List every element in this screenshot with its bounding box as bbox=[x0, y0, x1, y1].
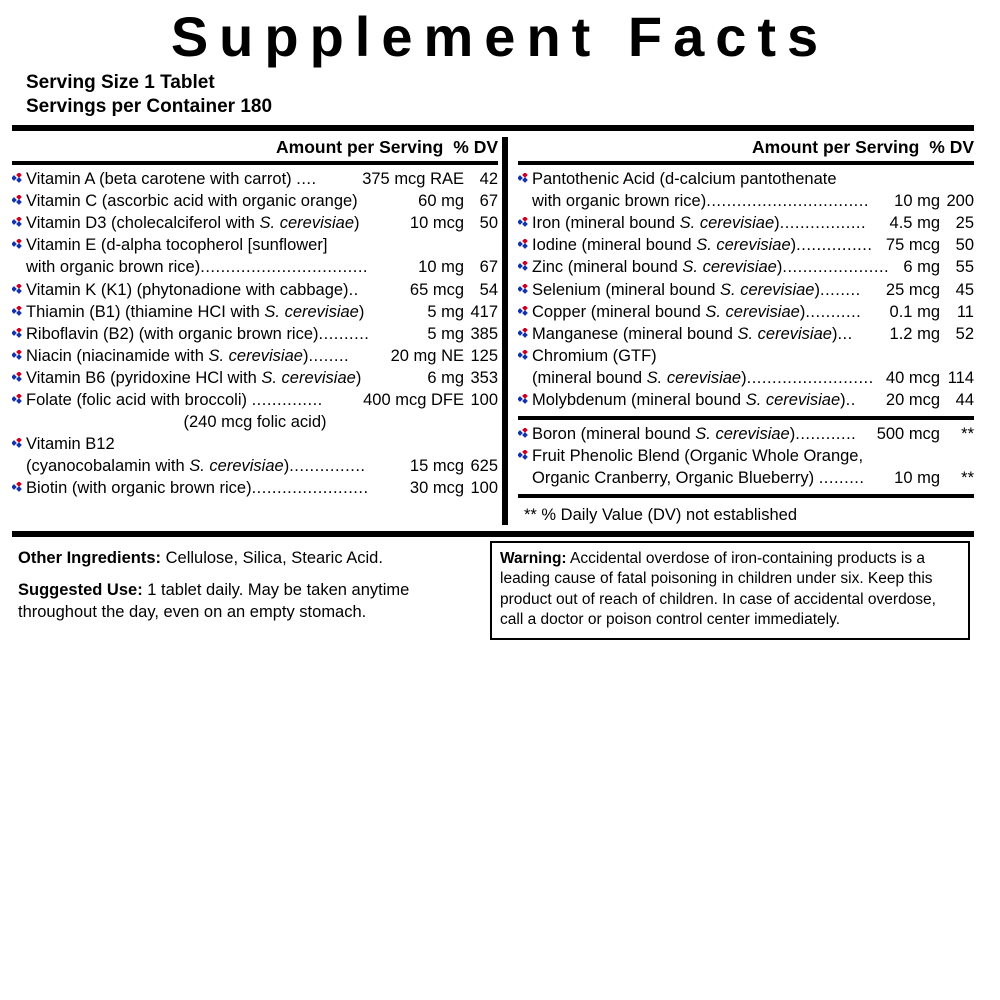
other-ingredients bbox=[18, 547, 474, 569]
nutrient-name: Manganese (mineral bound S. cerevisiae)... bbox=[532, 324, 853, 343]
dv-footnote: ** % Daily Value (DV) not established bbox=[524, 505, 797, 524]
nutrient-continuation bbox=[12, 256, 498, 278]
nutrient-amount: 500 mcg bbox=[876, 424, 940, 443]
nutrient-amount: 10 mcg bbox=[409, 214, 464, 233]
nutrient-row bbox=[12, 477, 498, 499]
nutrient-amount: 65 mcg bbox=[409, 280, 464, 299]
nutrient-row bbox=[518, 234, 974, 256]
nutrient-amount: 10 mg bbox=[418, 258, 464, 277]
species-name: S. cerevisiae bbox=[682, 258, 777, 277]
leader-dots: ................................. bbox=[200, 258, 369, 277]
nutrient-name: Chromium (GTF) bbox=[532, 346, 657, 365]
species-name: S. cerevisiae bbox=[646, 368, 742, 387]
nutrient-name: Boron (mineral bound S. cerevisiae)............ bbox=[532, 424, 857, 443]
nutrient-row bbox=[518, 212, 974, 234]
warning-text: Accidental overdose of iron-containing products is a leading cause of fatal poisoning in children under six. Keep this product out of reach of children. In case of accidental overdose, call a doctor or poison control center immediately. bbox=[500, 549, 936, 628]
nutrient-name: Selenium (mineral bound S. cerevisiae)........ bbox=[532, 280, 861, 299]
nutrient-name: Vitamin A (beta carotene with carrot) .... bbox=[26, 170, 317, 189]
nutrient-row bbox=[12, 433, 498, 455]
nutrient-dv: 100 bbox=[470, 390, 498, 409]
leader-dots: ............ bbox=[795, 424, 857, 443]
nutrient-dv: 54 bbox=[479, 280, 498, 299]
nutrient-amount: 10 mg bbox=[894, 192, 940, 211]
nutrient-name: Vitamin D3 (cholecalciferol with S. cerevisiae) bbox=[26, 214, 360, 233]
other-ingredients-text: Cellulose, Silica, Stearic Acid. bbox=[161, 548, 383, 567]
right-nutrient-rows-secondary bbox=[518, 420, 974, 489]
column-divider bbox=[502, 137, 508, 524]
nutrient-row bbox=[12, 168, 498, 190]
nutrient-columns bbox=[12, 137, 974, 524]
left-header-dv: % DV bbox=[453, 137, 498, 158]
nutrient-amount: 20 mg NE bbox=[390, 346, 464, 365]
nutrient-name: Pantothenic Acid (d-calcium pantothenate bbox=[532, 170, 837, 189]
diamond-bullet-icon bbox=[518, 173, 531, 185]
ingredients-and-use bbox=[12, 541, 482, 641]
nutrient-row bbox=[12, 234, 498, 256]
right-column bbox=[514, 137, 974, 524]
bottom-section bbox=[12, 541, 974, 641]
nutrient-row bbox=[12, 323, 498, 345]
nutrient-amount: 5 mg bbox=[427, 302, 464, 321]
nutrient-continuation-text: (240 mcg folic acid) bbox=[183, 412, 327, 431]
nutrient-amount: 1.2 mg bbox=[889, 324, 940, 343]
serving-size: Serving Size 1 Tablet bbox=[26, 71, 215, 93]
nutrient-name: Thiamin (B1) (thiamine HCI with S. cerevisiae) bbox=[26, 302, 365, 321]
nutrient-dv: 25 bbox=[955, 214, 974, 233]
leader-dots: ........... bbox=[805, 302, 862, 321]
diamond-bullet-icon bbox=[12, 394, 25, 406]
nutrient-row bbox=[518, 301, 974, 323]
nutrient-name: Vitamin B12 bbox=[26, 434, 115, 453]
nutrient-dv: 42 bbox=[479, 170, 498, 189]
warning-box bbox=[490, 541, 970, 641]
leader-dots: .. bbox=[348, 280, 359, 299]
nutrient-amount: 10 mg bbox=[894, 468, 940, 487]
nutrient-dv: 67 bbox=[479, 258, 498, 277]
nutrient-name: Riboflavin (B2) (with organic brown rice).......... bbox=[26, 324, 370, 343]
other-ingredients-label: Other Ingredients: bbox=[18, 548, 162, 567]
nutrient-amount: 0.1 mg bbox=[889, 302, 940, 321]
diamond-bullet-icon bbox=[518, 217, 531, 229]
leader-dots: ............... bbox=[289, 456, 366, 475]
species-name: S. cerevisiae bbox=[720, 280, 815, 299]
diamond-bullet-icon bbox=[518, 261, 531, 273]
nutrient-name: Biotin (with organic brown rice)....................... bbox=[26, 478, 369, 497]
species-name: S. cerevisiae bbox=[264, 302, 359, 321]
diamond-bullet-icon bbox=[518, 239, 531, 251]
nutrient-dv: 200 bbox=[946, 192, 974, 211]
nutrient-dv: ** bbox=[961, 424, 974, 443]
diamond-bullet-icon bbox=[518, 328, 531, 340]
leader-dots: ................................ bbox=[706, 192, 869, 211]
leader-dots: ........ bbox=[820, 280, 861, 299]
species-name: S. cerevisiae bbox=[679, 214, 775, 233]
nutrient-name: Fruit Phenolic Blend (Organic Whole Orange, bbox=[532, 446, 864, 465]
nutrient-continuation bbox=[12, 411, 498, 433]
nutrient-name: Molybdenum (mineral bound S. cerevisiae).. bbox=[532, 390, 856, 409]
leader-dots: ......................... bbox=[746, 368, 874, 387]
top-divider bbox=[12, 125, 974, 131]
nutrient-name: Iodine (mineral bound S. cerevisiae)............... bbox=[532, 236, 873, 255]
nutrient-dv: 11 bbox=[956, 302, 974, 321]
nutrient-name: Folate (folic acid with broccoli) .............. bbox=[26, 390, 323, 409]
species-name: S. cerevisiae bbox=[208, 346, 303, 365]
page-title: Supplement Facts bbox=[170, 5, 830, 68]
species-name: S. cerevisiae bbox=[189, 456, 284, 475]
species-name: S. cerevisiae bbox=[696, 236, 791, 255]
diamond-bullet-icon bbox=[518, 350, 531, 362]
species-name: S. cerevisiae bbox=[259, 214, 355, 233]
leader-dots: .......... bbox=[318, 324, 370, 343]
nutrient-name: Niacin (niacinamide with S. cerevisiae)........ bbox=[26, 346, 350, 365]
suggested-use-text: 1 tablet daily. May be taken anytime throughout the day, even on an empty stomach. bbox=[18, 580, 410, 621]
nutrient-amount: 6 mg bbox=[903, 258, 940, 277]
left-column bbox=[12, 137, 502, 524]
species-name: S. cerevisiae bbox=[745, 390, 841, 409]
nutrient-row bbox=[12, 279, 498, 301]
nutrient-amount: 5 mg bbox=[427, 324, 464, 343]
diamond-bullet-icon bbox=[518, 450, 531, 462]
nutrient-continuation bbox=[518, 467, 974, 489]
nutrient-continuation-text: with organic brown rice)................................. bbox=[26, 258, 369, 277]
nutrient-row bbox=[12, 345, 498, 367]
nutrient-row bbox=[518, 279, 974, 301]
suggested-use bbox=[18, 579, 474, 623]
warning-label: Warning: bbox=[500, 549, 567, 567]
left-nutrient-rows bbox=[12, 165, 498, 498]
diamond-bullet-icon bbox=[12, 350, 25, 362]
nutrient-name: Iron (mineral bound S. cerevisiae)................. bbox=[532, 214, 867, 233]
nutrient-dv: ** bbox=[961, 468, 974, 487]
diamond-bullet-icon bbox=[12, 284, 25, 296]
leader-dots: .............. bbox=[251, 390, 323, 409]
leader-dots: ................. bbox=[779, 214, 867, 233]
left-header-amount: Amount per Serving bbox=[276, 137, 444, 158]
nutrient-name: Vitamin E (d-alpha tocopherol [sunflower] bbox=[26, 236, 328, 255]
nutrient-amount: 6 mg bbox=[427, 368, 464, 387]
nutrient-row bbox=[12, 367, 498, 389]
nutrient-continuation bbox=[518, 190, 974, 212]
nutrient-continuation bbox=[12, 455, 498, 477]
nutrient-dv: 353 bbox=[470, 368, 498, 387]
species-name: S. cerevisiae bbox=[261, 368, 356, 387]
nutrient-row bbox=[518, 168, 974, 190]
nutrient-dv: 100 bbox=[470, 478, 498, 497]
nutrient-dv: 45 bbox=[955, 280, 974, 299]
nutrient-amount: 15 mcg bbox=[409, 456, 464, 475]
leader-dots: ............... bbox=[796, 236, 873, 255]
diamond-bullet-icon bbox=[518, 306, 531, 318]
nutrient-dv: 625 bbox=[470, 456, 498, 475]
nutrient-row bbox=[12, 301, 498, 323]
right-column-header bbox=[518, 137, 974, 161]
bottom-divider bbox=[12, 531, 974, 537]
species-name: S. cerevisiae bbox=[695, 424, 790, 443]
right-nutrient-rows bbox=[518, 165, 974, 410]
nutrient-row bbox=[518, 423, 974, 445]
diamond-bullet-icon bbox=[12, 239, 25, 251]
nutrient-dv: 55 bbox=[955, 258, 974, 277]
nutrient-row bbox=[518, 389, 974, 411]
right-header-amount: Amount per Serving bbox=[752, 137, 920, 158]
diamond-bullet-icon bbox=[518, 428, 531, 440]
serving-info bbox=[12, 71, 974, 120]
right-header-dv: % DV bbox=[929, 137, 974, 158]
diamond-bullet-icon bbox=[12, 306, 25, 318]
nutrient-dv: 50 bbox=[479, 214, 498, 233]
species-name: S. cerevisiae bbox=[737, 324, 832, 343]
diamond-bullet-icon bbox=[518, 284, 531, 296]
nutrient-amount: 400 mcg DFE bbox=[363, 390, 464, 409]
suggested-use-label: Suggested Use: bbox=[18, 580, 143, 599]
diamond-bullet-icon bbox=[12, 482, 25, 494]
nutrient-dv: 44 bbox=[955, 390, 974, 409]
left-column-header bbox=[12, 137, 498, 161]
nutrient-amount: 30 mcg bbox=[409, 478, 464, 497]
nutrient-continuation bbox=[518, 367, 974, 389]
diamond-bullet-icon bbox=[518, 394, 531, 406]
leader-dots: ..................... bbox=[782, 258, 890, 277]
nutrient-row bbox=[12, 212, 498, 234]
diamond-bullet-icon bbox=[12, 372, 25, 384]
supplement-facts-panel bbox=[12, 5, 974, 640]
nutrient-name: Copper (mineral bound S. cerevisiae)........... bbox=[532, 302, 862, 321]
nutrient-continuation-text: Organic Cranberry, Organic Blueberry) ......... bbox=[532, 468, 865, 487]
leader-dots: ......... bbox=[818, 468, 865, 487]
diamond-bullet-icon bbox=[12, 217, 25, 229]
servings-per-container: Servings per Container 180 bbox=[26, 96, 273, 118]
nutrient-row bbox=[518, 345, 974, 367]
nutrient-amount: 75 mcg bbox=[885, 236, 940, 255]
nutrient-row bbox=[518, 323, 974, 345]
nutrient-dv: 67 bbox=[479, 192, 498, 211]
nutrient-name: Vitamin K (K1) (phytonadione with cabbage).. bbox=[26, 280, 359, 299]
nutrient-continuation-text: (cyanocobalamin with S. cerevisiae)............... bbox=[26, 456, 366, 475]
nutrient-name: Vitamin B6 (pyridoxine HCl with S. cerevisiae) bbox=[26, 368, 362, 387]
nutrient-dv: 125 bbox=[470, 346, 498, 365]
diamond-bullet-icon bbox=[12, 438, 25, 450]
nutrient-dv: 417 bbox=[470, 302, 498, 321]
diamond-bullet-icon bbox=[12, 195, 25, 207]
nutrient-amount: 375 mcg RAE bbox=[362, 170, 464, 189]
leader-dots: ... bbox=[837, 324, 853, 343]
nutrient-row bbox=[518, 256, 974, 278]
nutrient-amount: 25 mcg bbox=[885, 280, 940, 299]
nutrient-dv: 114 bbox=[947, 368, 974, 387]
nutrient-dv: 52 bbox=[955, 324, 974, 343]
nutrient-amount: 20 mcg bbox=[885, 390, 940, 409]
leader-dots: ....................... bbox=[251, 478, 369, 497]
nutrient-row bbox=[518, 445, 974, 467]
nutrient-name: Vitamin C (ascorbic acid with organic orange) bbox=[26, 192, 358, 211]
leader-dots: .... bbox=[296, 170, 317, 189]
leader-dots: .. bbox=[845, 390, 856, 409]
nutrient-continuation-text: with organic brown rice)................................ bbox=[532, 192, 869, 211]
nutrient-dv: 385 bbox=[470, 324, 498, 343]
nutrient-amount: 40 mcg bbox=[885, 368, 940, 387]
diamond-bullet-icon bbox=[12, 328, 25, 340]
species-name: S. cerevisiae bbox=[705, 302, 800, 321]
leader-dots: ........ bbox=[308, 346, 350, 365]
nutrient-row bbox=[12, 389, 498, 411]
nutrient-continuation-text: (mineral bound S. cerevisiae)......................... bbox=[532, 368, 874, 387]
nutrient-name: Zinc (mineral bound S. cerevisiae)..................... bbox=[532, 258, 890, 277]
nutrient-amount: 4.5 mg bbox=[889, 214, 940, 233]
nutrient-amount: 60 mg bbox=[418, 192, 464, 211]
diamond-bullet-icon bbox=[12, 173, 25, 185]
nutrient-dv: 50 bbox=[955, 236, 974, 255]
nutrient-row bbox=[12, 190, 498, 212]
